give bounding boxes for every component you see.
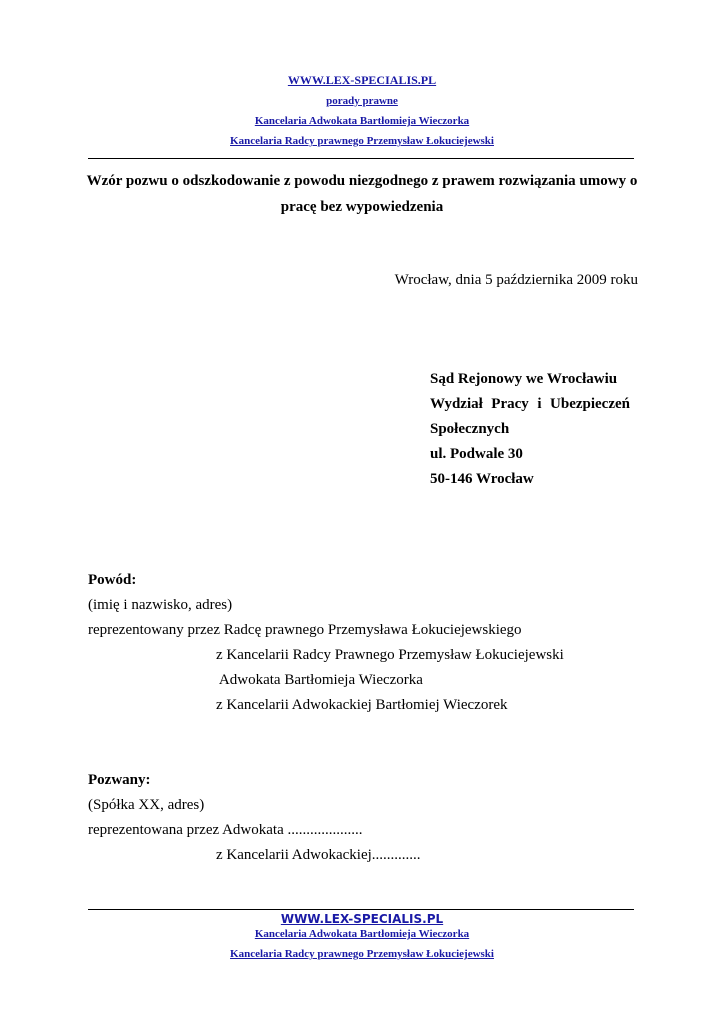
- header-firm-legal-adviser-link[interactable]: Kancelaria Radcy prawnego Przemysław Łokuciejewski: [230, 135, 494, 147]
- defendant-section: [88, 768, 648, 868]
- plaintiff-firm1: z Kancelarii Radcy Prawnego Przemysław Łokuciejewski: [216, 647, 564, 663]
- defendant-represented: reprezentowana przez Adwokata ....................: [88, 822, 363, 838]
- footer-site: [0, 912, 724, 926]
- defendant-details: (Spółka XX, adres): [88, 797, 205, 813]
- header-tagline-link[interactable]: porady prawne: [326, 95, 398, 107]
- plaintiff-firm2: z Kancelarii Adwokackiej Bartłomiej Wieczorek: [216, 697, 508, 713]
- defendant-firm: z Kancelarii Adwokackiej.............: [216, 847, 421, 863]
- header-divider: [88, 158, 634, 159]
- document-title-line1: Wzór pozwu o odszkodowanie z powodu niezgodnego z prawem rozwiązania umowy o: [86, 173, 638, 189]
- header-firm-legal-adviser: [0, 135, 724, 147]
- court-name: Sąd Rejonowy we Wrocławiu: [430, 371, 618, 387]
- plaintiff-advocate: Adwokata Bartłomieja Wieczorka: [216, 672, 423, 688]
- header-site-link[interactable]: WWW.LEX-SPECIALIS.PL: [287, 73, 437, 87]
- court-division-line1: Wydział Pracy i Ubezpieczeń: [430, 396, 630, 412]
- footer-divider: [88, 909, 634, 910]
- document-title-line2: pracę bez wypowiedzenia: [280, 199, 444, 215]
- footer-firm-advocate-link[interactable]: Kancelaria Adwokata Bartłomieja Wieczorka: [254, 928, 470, 940]
- footer-site-link[interactable]: WWW.LEX-SPECIALIS.PL: [280, 912, 444, 926]
- court-block: [430, 367, 630, 492]
- footer-firm-legal-adviser: [0, 948, 724, 960]
- date-line: Wrocław, dnia 5 października 2009 roku: [394, 272, 638, 288]
- plaintiff-section: [88, 568, 648, 718]
- court-street: ul. Podwale 30: [430, 446, 523, 462]
- plaintiff-details: (imię i nazwisko, adres): [88, 597, 233, 613]
- plaintiff-heading: Powód:: [88, 572, 137, 588]
- footer-firm-advocate: [0, 928, 724, 940]
- document-title: [0, 168, 724, 220]
- header-tagline: [0, 95, 724, 107]
- header-site: [0, 73, 724, 88]
- defendant-heading: Pozwany:: [88, 772, 151, 788]
- court-division-line2: Społecznych: [430, 421, 510, 437]
- footer-firm-legal-adviser-link[interactable]: Kancelaria Radcy prawnego Przemysław Łokuciejewski: [230, 948, 494, 960]
- header-firm-advocate: [0, 115, 724, 127]
- plaintiff-represented: reprezentowany przez Radcę prawnego Przemysława Łokuciejewskiego: [88, 622, 522, 638]
- court-city: 50-146 Wrocław: [430, 471, 534, 487]
- header-firm-advocate-link[interactable]: Kancelaria Adwokata Bartłomieja Wieczorka: [254, 115, 470, 127]
